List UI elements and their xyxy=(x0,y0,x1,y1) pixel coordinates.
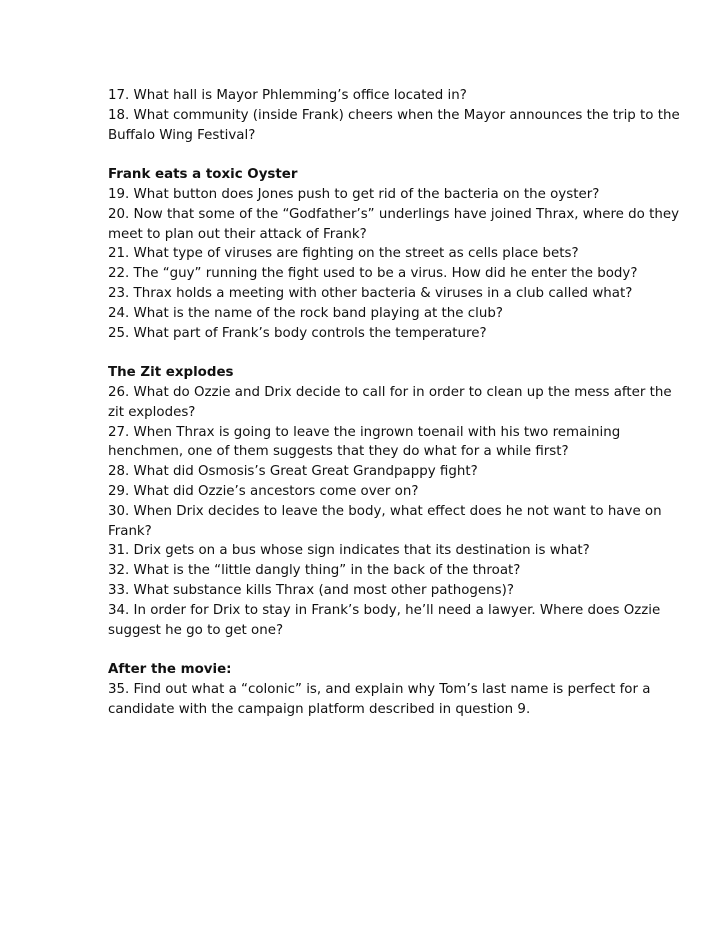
question-29: 29. What did Ozzie’s ancestors come over on? xyxy=(108,483,419,499)
question-30: 30. When Drix decides to leave the body, what effect does he not want to have on Frank? xyxy=(108,503,662,539)
question-20: 20. Now that some of the “Godfather’s” underlings have joined Thrax, where do they meet to plan out their attack of Frank? xyxy=(108,206,680,242)
question-23: 23. Thrax holds a meeting with other bacteria & viruses in a club called what? xyxy=(108,285,633,301)
question-32: 32. What is the “little dangly thing” in the back of the throat? xyxy=(108,563,521,579)
question-22: 22. The “guy” running the fight used to be a virus. How did he enter the body? xyxy=(108,266,638,282)
question-31: 31. Drix gets on a bus whose sign indicates that its destination is what? xyxy=(108,543,590,559)
section-heading: Frank eats a toxic Oyster xyxy=(108,167,298,183)
section-zit-explodes xyxy=(108,363,680,640)
question-18: 18. What community (inside Frank) cheers when the Mayor announces the trip to the Buffalo Wing Festival? xyxy=(108,107,680,143)
question-group-intro xyxy=(108,86,680,145)
section-after-movie xyxy=(108,660,680,719)
question-33: 33. What substance kills Thrax (and most other pathogens)? xyxy=(108,582,514,598)
question-34: 34. In order for Drix to stay in Frank’s body, he’ll need a lawyer. Where does Ozzie suggest he go to get one? xyxy=(108,602,661,638)
question-17: 17. What hall is Mayor Phlemming’s office located in? xyxy=(108,88,467,103)
worksheet-content xyxy=(108,86,680,720)
question-26: 26. What do Ozzie and Drix decide to call for in order to clean up the mess after the zit explodes? xyxy=(108,384,672,420)
question-21: 21. What type of viruses are fighting on the street as cells place bets? xyxy=(108,246,579,262)
section-heading: The Zit explodes xyxy=(108,365,234,381)
question-25: 25. What part of Frank’s body controls the temperature? xyxy=(108,325,487,341)
question-35: 35. Find out what a “colonic” is, and explain why Tom’s last name is perfect for a candidate with the campaign platform described in question 9. xyxy=(108,681,651,717)
question-19: 19. What button does Jones push to get rid of the bacteria on the oyster? xyxy=(108,186,600,202)
section-heading: After the movie: xyxy=(108,662,232,678)
question-27: 27. When Thrax is going to leave the ingrown toenail with his two remaining henchmen, one of them suggests that they do what for a while first? xyxy=(108,424,621,460)
section-toxic-oyster xyxy=(108,165,680,343)
question-24: 24. What is the name of the rock band playing at the club? xyxy=(108,305,503,321)
question-28: 28. What did Osmosis’s Great Great Grandpappy fight? xyxy=(108,464,478,480)
